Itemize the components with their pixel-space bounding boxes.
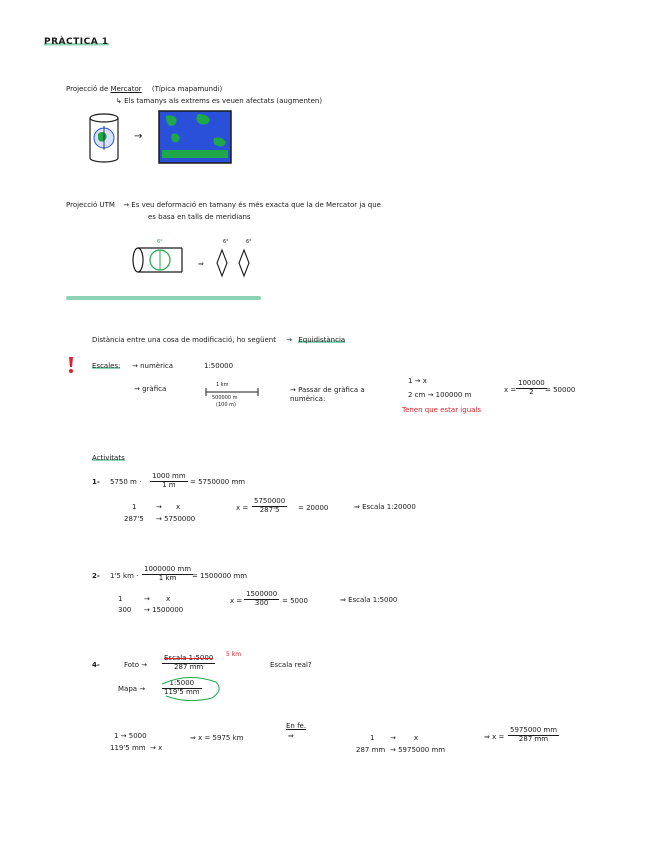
a2-frac-num: 1000000 mm xyxy=(144,565,192,573)
a1-x-result: = 20000 xyxy=(298,504,329,512)
a4-foto-top: Escala 1:5000 xyxy=(164,654,214,662)
a1-row1-right: x xyxy=(176,503,181,511)
escales-numeric-label: → numèrica xyxy=(132,362,174,370)
a2-x-num: 1500000 xyxy=(246,590,278,598)
graphic-scale-top: 1 km xyxy=(216,382,229,388)
a1-x-fraction xyxy=(252,498,287,514)
a4-p1-row2-right: → x xyxy=(150,744,163,752)
a4-p1-result: ⇒ x = 5975 km xyxy=(190,734,244,742)
a2-row2-left: 300 xyxy=(118,606,132,614)
a2-lhs: 1'5 km · xyxy=(110,572,139,580)
utm-angle-2: 6° xyxy=(223,239,229,245)
a1-result: = 5750000 mm xyxy=(190,478,246,486)
distance-text: Distància entre una cosa de modificació, ho següent xyxy=(92,336,276,344)
distance-term: Equidistància xyxy=(298,336,346,344)
escales-convert-label: → Passar de gràfica a numèrica: xyxy=(290,386,365,404)
a2-fraction xyxy=(142,566,193,582)
a4-number: 4- xyxy=(92,661,100,669)
a4-foto-bottom: 287 mm xyxy=(174,662,204,671)
utm-heading xyxy=(66,202,381,209)
a4-foto-red: 5 km xyxy=(226,651,242,658)
a4-p2-den: 287 mm xyxy=(518,734,549,743)
a4-p2-row1-left: 1 xyxy=(370,734,375,742)
a1-row2-left: 287'5 xyxy=(124,515,144,523)
a1-row2-right: → 5750000 xyxy=(156,515,196,523)
a4-question: Escala real? xyxy=(270,661,312,669)
a4-p2-row2-right: → 5975000 mm xyxy=(390,746,446,754)
a2-row1-left: 1 xyxy=(118,595,123,603)
utm-label: Projecció UTM xyxy=(66,201,115,209)
a1-frac-den: 1 m xyxy=(162,480,176,489)
escales-label: Escales: xyxy=(92,362,121,370)
utm-line1: → Es veu deformació en tamany és més exacta que la de Mercator ja que xyxy=(123,201,381,209)
a1-row1-left: 1 xyxy=(132,503,137,511)
distance-line xyxy=(92,337,345,344)
a2-x-result: = 5000 xyxy=(282,597,308,605)
a4-mapa-label: Mapa → xyxy=(118,685,146,693)
utm-arrow: ⇒ xyxy=(198,260,204,268)
a1-x-num: 5750000 xyxy=(254,497,286,505)
a1-answer: ⇒ Escala 1:20000 xyxy=(354,503,416,511)
red-note: Tenen que estar iguals xyxy=(402,406,482,414)
a1-x-lhs: x = xyxy=(236,504,249,512)
mercator-note: (Típica mapamundi) xyxy=(151,85,223,93)
a2-row1-right: x xyxy=(166,595,171,603)
mercator-arrow: → xyxy=(134,131,143,142)
a4-p2-num: 5975000 mm xyxy=(510,726,558,734)
graphic-scale-bottom: 500000 m xyxy=(212,395,238,401)
a2-x-fraction xyxy=(244,591,279,607)
page-title: PRÀCTICA 1 xyxy=(44,37,109,47)
utm-angle-3: 6° xyxy=(246,239,252,245)
a1-row1-mid: → xyxy=(156,503,162,511)
formula-fraction xyxy=(516,380,547,396)
a4-mapa-circle xyxy=(158,676,226,702)
a4-p1-row2-left: 119'5 mm xyxy=(110,744,146,752)
cylinder-globe-drawing xyxy=(86,112,122,164)
a2-row1-mid: → xyxy=(144,595,150,603)
a2-x-den: 300 xyxy=(254,598,269,607)
a4-en-fe-arrow: ⇒ xyxy=(288,732,294,740)
escales-prop-bottom: 2 cm → 100000 m xyxy=(408,391,472,399)
graphic-scale-unit: (100 m) xyxy=(216,402,236,408)
escales-graphic-label: → gràfica xyxy=(134,385,167,393)
separator-bar xyxy=(66,296,261,300)
a4-foto-fraction xyxy=(162,655,215,671)
a4-mapa-top: 1:5000 xyxy=(162,680,202,689)
utm-cylinder-drawing xyxy=(130,244,186,276)
mercator-sub: ↳ Els tamanys als extrems es veuen afectats (augmenten) xyxy=(116,97,323,105)
formula-den: 2 xyxy=(529,387,534,396)
a4-p2-row1-right: x xyxy=(414,734,419,742)
mercator-heading xyxy=(66,86,222,93)
utm-angle-1: 6° xyxy=(157,239,163,245)
utm-line2: es basa en talls de meridians xyxy=(148,213,251,221)
formula-result: = 50000 xyxy=(545,386,576,394)
a4-en-fe: En fe. xyxy=(286,722,307,730)
a2-row2-right: → 1500000 xyxy=(144,606,184,614)
a4-foto-label: Foto → xyxy=(124,661,148,669)
formula-num: 100000 xyxy=(518,379,545,387)
mercator-label: Projecció de xyxy=(66,85,109,93)
a2-x-lhs: x = xyxy=(230,597,243,605)
a1-lhs: 5750 m · xyxy=(110,478,142,486)
a1-x-den: 287'5 xyxy=(259,505,280,514)
a2-result: = 1500000 mm xyxy=(192,572,248,580)
exclamation-icon xyxy=(66,356,76,374)
a2-answer: ⇒ Escala 1:5000 xyxy=(340,596,398,604)
escales-prop-top: 1 → x xyxy=(408,377,427,385)
mercator-name: Mercator xyxy=(110,85,142,93)
formula-lhs: x = xyxy=(504,386,517,394)
a4-mapa-bottom: 119'5 mm xyxy=(164,687,200,696)
mercator-map-drawing xyxy=(158,110,232,164)
escales-numeric-value: 1:50000 xyxy=(204,362,234,370)
a1-number: 1- xyxy=(92,478,100,486)
a1-frac-num: 1000 mm xyxy=(152,472,186,480)
a4-p2-row2-left: 287 mm xyxy=(356,746,386,754)
distance-arrow: → xyxy=(286,336,293,344)
a4-p2-row1-mid: → xyxy=(390,734,396,742)
utm-gores-drawing xyxy=(214,248,254,278)
a4-p2-fraction xyxy=(508,727,559,743)
activitats-heading: Activitats xyxy=(92,454,125,462)
a2-number: 2- xyxy=(92,572,100,580)
a4-p2-result: ⇒ x = xyxy=(484,733,505,741)
a2-frac-den: 1 km xyxy=(158,573,177,582)
a1-fraction xyxy=(150,473,188,489)
a4-p1-row1: 1 → 5000 xyxy=(114,732,147,740)
